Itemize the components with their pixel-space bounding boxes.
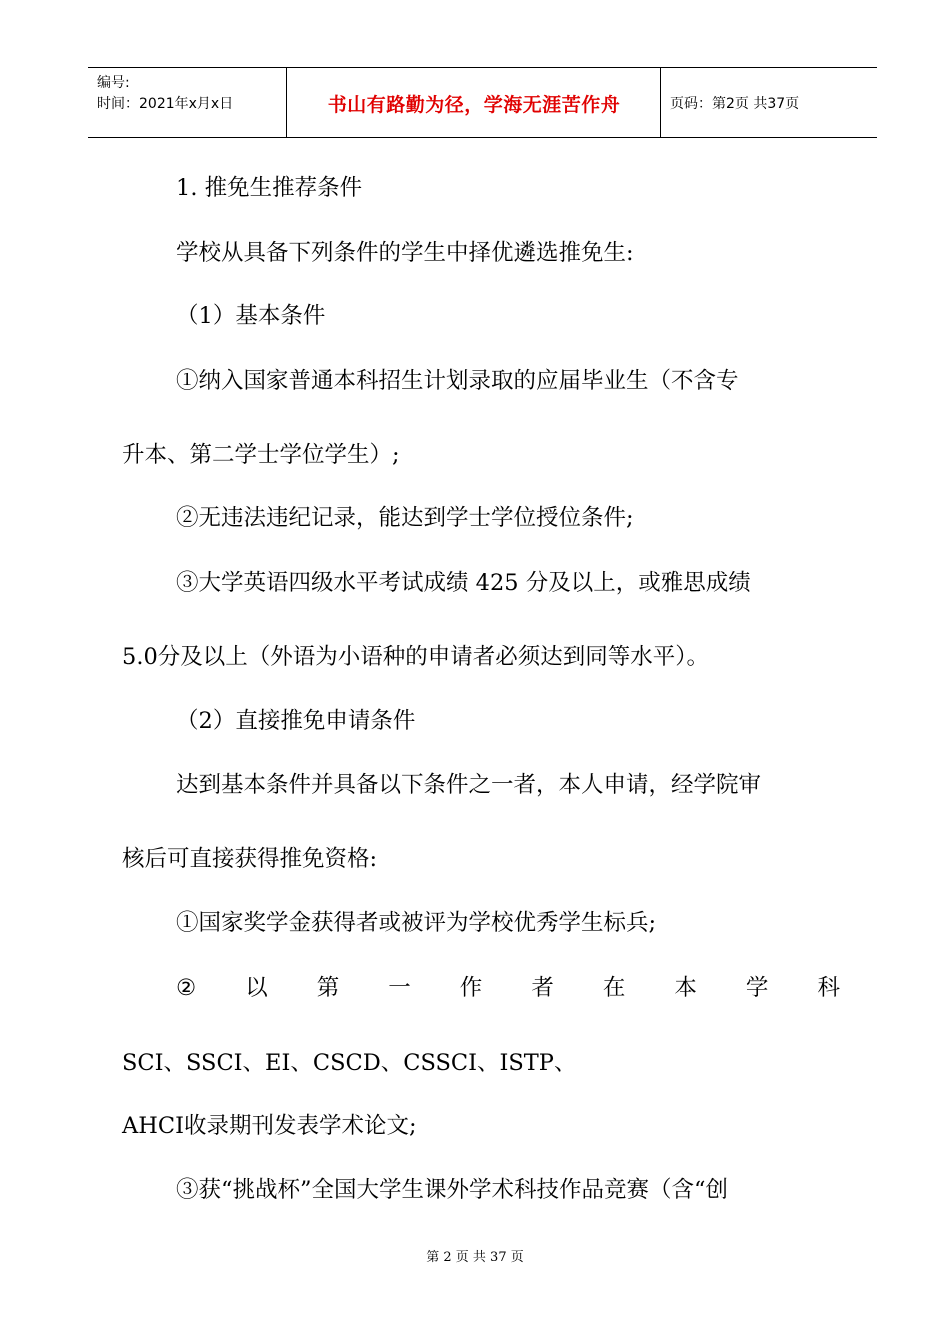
header-motto: 书山有路勤为径，学海无涯苦作舟	[327, 94, 621, 116]
header-meta-cell	[88, 68, 287, 137]
document-header	[88, 67, 877, 138]
paragraph-direct-intro-cont: 核后可直接获得推免资格:	[122, 846, 378, 872]
paragraph-direct-2	[176, 973, 840, 1003]
paragraph-direct-1: ①国家奖学金获得者或被评为学校优秀学生标兵;	[176, 910, 657, 936]
justified-char: 第	[316, 975, 340, 1001]
paragraph-direct-3: ③获“挑战杯”全国大学生课外学术科技作品竞赛（含“创	[176, 1177, 729, 1203]
paragraph-condition-3-cont: 5.0分及以上（外语为小语种的申请者必须达到同等水平）。	[122, 644, 710, 670]
justified-char: 以	[245, 975, 268, 1001]
paragraph-direct-intro: 达到基本条件并具备以下条件之一者，本人申请，经学院审	[176, 772, 762, 798]
header-motto-cell	[287, 68, 661, 137]
justified-char: 在	[602, 975, 626, 1001]
paragraph-direct-2-cont: SCI、SSCI、EI、CSCD、CSSCI、ISTP、	[122, 1050, 577, 1076]
page-footer: 第 2 页 共 37 页	[426, 1250, 524, 1265]
document-number-label: 编号:	[97, 75, 130, 91]
header-page-cell	[661, 68, 877, 137]
paragraph-basic-conditions: （1）基本条件	[176, 303, 326, 329]
paragraph-condition-2: ②无违法违纪记录，能达到学士学位授位条件;	[176, 505, 634, 531]
paragraph-heading-1: 1. 推免生推荐条件	[176, 175, 363, 201]
justified-char: 学	[745, 975, 769, 1001]
paragraph-direct-conditions: （2）直接推免申请条件	[176, 708, 416, 734]
paragraph-condition-1-cont: 升本、第二学士学位学生）;	[122, 442, 400, 468]
justified-char: 一	[388, 975, 411, 1001]
justified-char: 本	[674, 975, 697, 1001]
justified-char: 者	[531, 975, 554, 1001]
paragraph-condition-3: ③大学英语四级水平考试成绩 425 分及以上，或雅思成绩	[176, 570, 751, 596]
justified-char: 科	[817, 975, 840, 1001]
paragraph-condition-1: ①纳入国家普通本科招生计划录取的应届毕业生（不含专	[176, 368, 739, 394]
justified-char: 作	[459, 975, 483, 1001]
paragraph-direct-2-cont2: AHCI收录期刊发表学术论文;	[122, 1113, 417, 1139]
paragraph-intro: 学校从具备下列条件的学生中择优遴选推免生:	[176, 240, 634, 266]
document-time-label: 时间：2021年x月x日	[97, 96, 234, 112]
justified-char: ②	[176, 975, 197, 1001]
header-page-info: 页码：第2页 共37页	[670, 96, 800, 112]
